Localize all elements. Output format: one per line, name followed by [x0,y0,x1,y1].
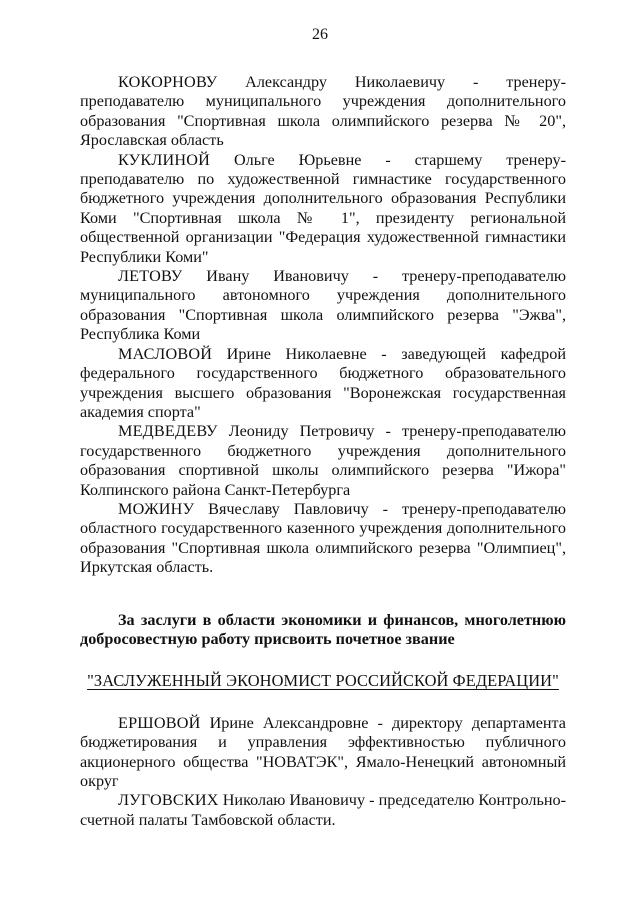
awardee-surname: МОЖИНУ [118,499,195,518]
awardee-surname: ЛЕТОВУ [118,267,183,286]
awardee-surname: ЕРШОВОЙ [118,713,201,732]
economy-awardees-list [80,714,566,830]
honorary-title-block [80,671,566,691]
awardee-entry [80,791,566,830]
awardee-surname: КУКЛИНОЙ [118,150,211,169]
awardee-details: Леониду Петровичу - тренеру-преподавателю государственного бюджетного учреждения дополнительного образования спортивной школы олимпийского резерва "Ижора" Колпинского района Санкт-Петербурга [80,422,566,499]
awardee-entry [80,345,566,423]
awardee-entry [80,267,566,345]
sport-awardees-list [80,73,566,578]
honorary-title: "ЗАСЛУЖЕННЫЙ ЭКОНОМИСТ РОССИЙСКОЙ ФЕДЕРАЦИИ" [87,671,559,691]
awardee-surname: МАСЛОВОЙ [118,344,213,363]
awardee-details: Ирине Николаевне - заведующей кафедрой федерального государственного бюджетного образовательного учреждения высшего образования "Воронежская государственная академия спорта" [80,344,566,421]
awardee-entry [80,151,566,267]
awardee-entry [80,73,566,151]
page-number: 26 [312,26,328,43]
awardee-details: Ивану Ивановичу - тренеру-преподавателю муниципального автономного учреждения дополнительного образования "Спортивная школа олимпийского резерва "Эжва", Республика Коми [80,267,566,344]
awardee-surname: ЛУГОВСКИХ [118,791,219,810]
document-body [80,73,566,830]
awardee-details: Николаю Ивановичу - председателю Контрольно-счетной палаты Тамбовской области. [80,791,566,829]
awardee-details: Александру Николаевичу - тренеру-преподавателю муниципального учреждения дополнительного образования "Спортивная школа олимпийского резерва № 20", Ярославская область [80,73,566,150]
awardee-entry [80,422,566,500]
awardee-details: Вячеславу Павловичу - тренеру-преподавателю областного государственного казенного учреждения дополнительного образования "Спортивная школа олимпийского резерва "Олимпиец", Иркутская область. [80,499,566,577]
awardee-surname: МЕДВЕДЕВУ [118,422,218,441]
awardee-surname: КОКОРНОВУ [118,73,218,91]
awardee-details: Ольге Юрьевне - старшему тренеру-преподавателю по художественной гимнастике государственного бюджетного учреждения дополнительного образования Республики Коми "Спортивная школа № 1", президенту региональной общественной организации "Федерация художественной гимнастики Республики Коми" [80,150,566,266]
awardee-details: Ирине Александровне - директору департамента бюджетирования и управления эффективностью публичного акционерного общества "НОВАТЭК", Ямало-Ненецкий автономный округ [80,713,566,790]
decree-statement: За заслуги в области экономики и финансов, многолетнюю добросовестную работу присвоить почетное звание [80,610,566,648]
awardee-entry [80,714,566,792]
awardee-entry [80,500,566,578]
